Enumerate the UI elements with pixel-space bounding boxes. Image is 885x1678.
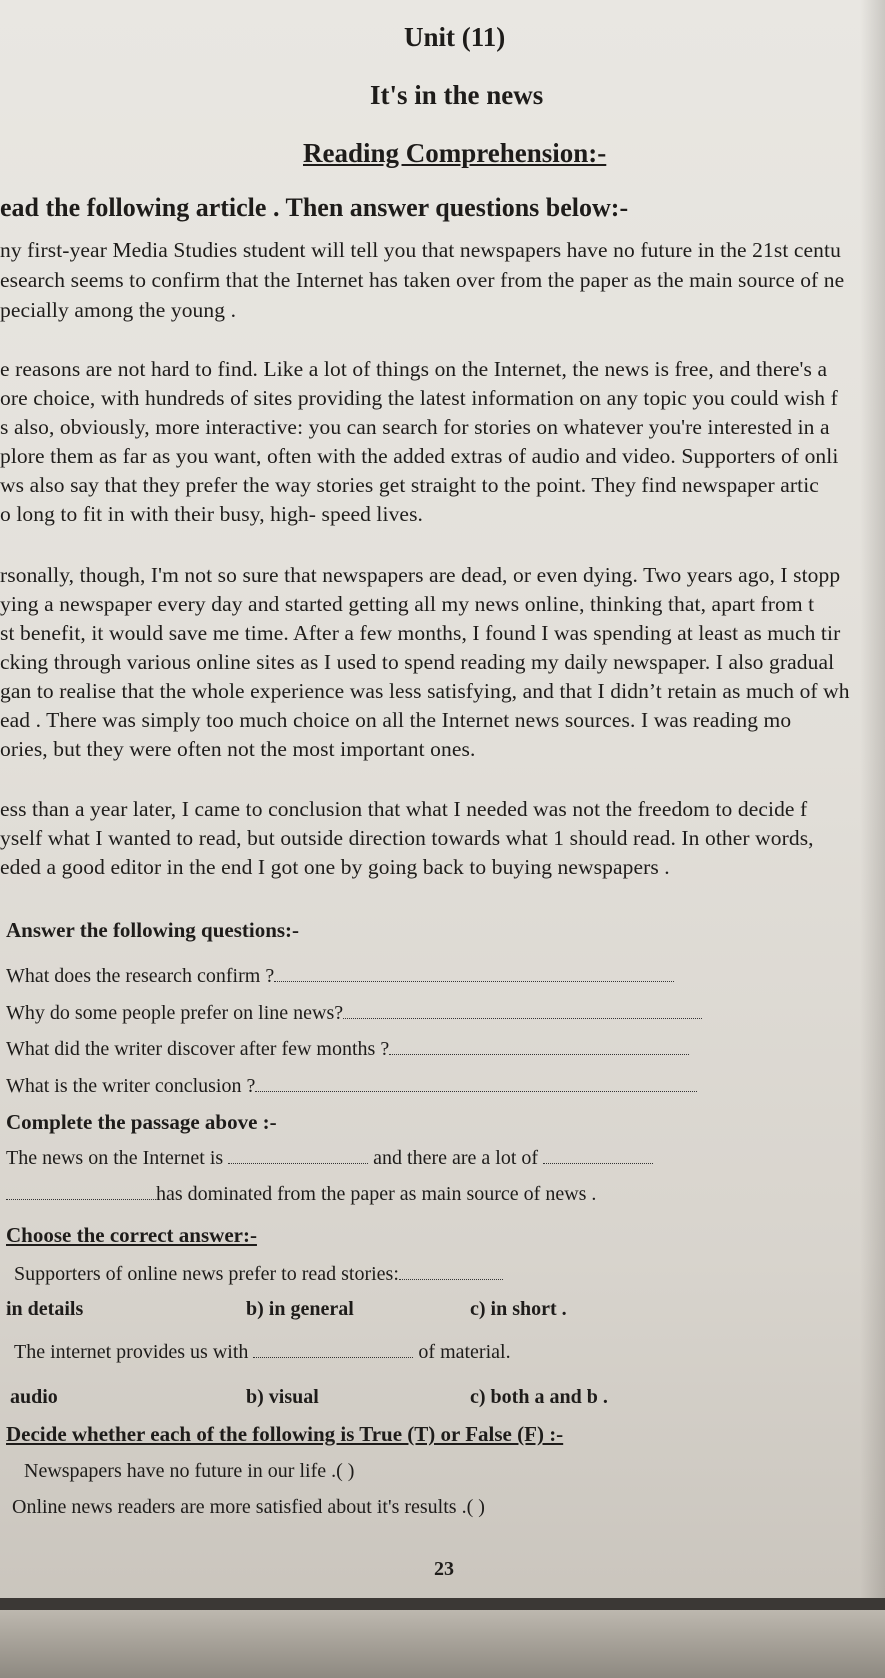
- questions-heading: Answer the following questions:-: [6, 918, 300, 942]
- article-line: ories, but they were often not the most important ones.: [0, 737, 476, 761]
- instruction-line: ead the following article . Then answer questions below:-: [0, 193, 629, 222]
- article-line: ead . There was simply too much choice on all the Internet news sources. I was reading mo: [0, 708, 792, 732]
- article-line: e reasons are not hard to find. Like a lot of things on the Internet, the news is free, and there's a: [0, 357, 828, 381]
- complete-heading: Complete the passage above :-: [6, 1110, 277, 1134]
- page-number: 23: [434, 1558, 454, 1580]
- choose-question-2: The internet provides us with of material.: [14, 1341, 511, 1363]
- answer-blank[interactable]: [543, 1148, 653, 1164]
- question-item: What did the writer discover after few months ?: [6, 1038, 689, 1061]
- answer-blank[interactable]: [253, 1342, 413, 1358]
- true-false-heading: Decide whether each of the following is True (T) or False (F) :-: [6, 1422, 564, 1446]
- lesson-subtitle: It's in the news: [370, 80, 544, 110]
- article-line: ws also say that they prefer the way stories get straight to the point. They find newspaper artic: [0, 473, 819, 497]
- article-line: ore choice, with hundreds of sites providing the latest information on any topic you could wish f: [0, 386, 838, 410]
- page-shadow: [860, 0, 885, 1678]
- option-c[interactable]: c) in short .: [470, 1298, 567, 1320]
- option-a[interactable]: audio: [10, 1386, 58, 1408]
- article-line: pecially among the young .: [0, 298, 237, 322]
- answer-blank[interactable]: [255, 1076, 697, 1092]
- question-item: What does the research confirm ?: [6, 965, 674, 988]
- true-false-item[interactable]: Newspapers have no future in our life .( ): [24, 1460, 355, 1482]
- table-surface: [0, 1610, 885, 1678]
- choose-heading: Choose the correct answer:-: [6, 1223, 257, 1247]
- choose-question-1: Supporters of online news prefer to read stories:: [14, 1263, 503, 1286]
- article-line: s also, obviously, more interactive: you can search for stories on whatever you're interested in a: [0, 415, 830, 439]
- true-false-item[interactable]: Online news readers are more satisfied about it's results .( ): [12, 1496, 485, 1518]
- option-b[interactable]: b) in general: [246, 1298, 354, 1320]
- question-item: What is the writer conclusion ?: [6, 1075, 697, 1098]
- unit-title: Unit (11): [404, 22, 506, 52]
- article-line: st benefit, it would save me time. After a few months, I found I was spending at least as much tir: [0, 621, 841, 645]
- article-line: plore them as far as you want, often with the added extras of audio and video. Supporters of onli: [0, 444, 839, 468]
- option-c[interactable]: c) both a and b .: [470, 1386, 608, 1408]
- answer-blank[interactable]: [389, 1039, 689, 1055]
- complete-line-1: The news on the Internet is and there are a lot of: [6, 1147, 653, 1170]
- complete-line-2: has dominated from the paper as main source of news .: [6, 1183, 596, 1206]
- table-edge-rule: [0, 1598, 885, 1610]
- answer-blank[interactable]: [399, 1264, 503, 1280]
- answer-blank[interactable]: [343, 1003, 702, 1019]
- article-line: ying a newspaper every day and started getting all my news online, thinking that, apart from t: [0, 592, 815, 616]
- article-line: cking through various online sites as I used to spend reading my daily newspaper. I also gradual: [0, 650, 835, 674]
- option-b[interactable]: b) visual: [246, 1386, 319, 1408]
- article-line: esearch seems to confirm that the Internet has taken over from the paper as the main source of ne: [0, 268, 845, 292]
- article-line: yself what I wanted to read, but outside direction towards what 1 should read. In other words,: [0, 826, 814, 850]
- question-item: Why do some people prefer on line news?: [6, 1002, 702, 1025]
- answer-blank[interactable]: [274, 966, 674, 982]
- article-line: ny first-year Media Studies student will tell you that newspapers have no future in the 21st centu: [0, 238, 841, 262]
- answer-blank[interactable]: [6, 1184, 156, 1200]
- article-line: gan to realise that the whole experience was less satisfying, and that I didn’t retain as much of wh: [0, 679, 850, 703]
- section-heading: Reading Comprehension:-: [303, 138, 607, 168]
- article-line: rsonally, though, I'm not so sure that newspapers are dead, or even dying. Two years ago, I stopp: [0, 563, 841, 587]
- article-line: eded a good editor in the end I got one by going back to buying newspapers .: [0, 855, 670, 879]
- option-a[interactable]: in details: [6, 1298, 84, 1320]
- answer-blank[interactable]: [228, 1148, 368, 1164]
- article-line: o long to fit in with their busy, high- speed lives.: [0, 502, 424, 526]
- article-line: ess than a year later, I came to conclusion that what I needed was not the freedom to decide f: [0, 797, 808, 821]
